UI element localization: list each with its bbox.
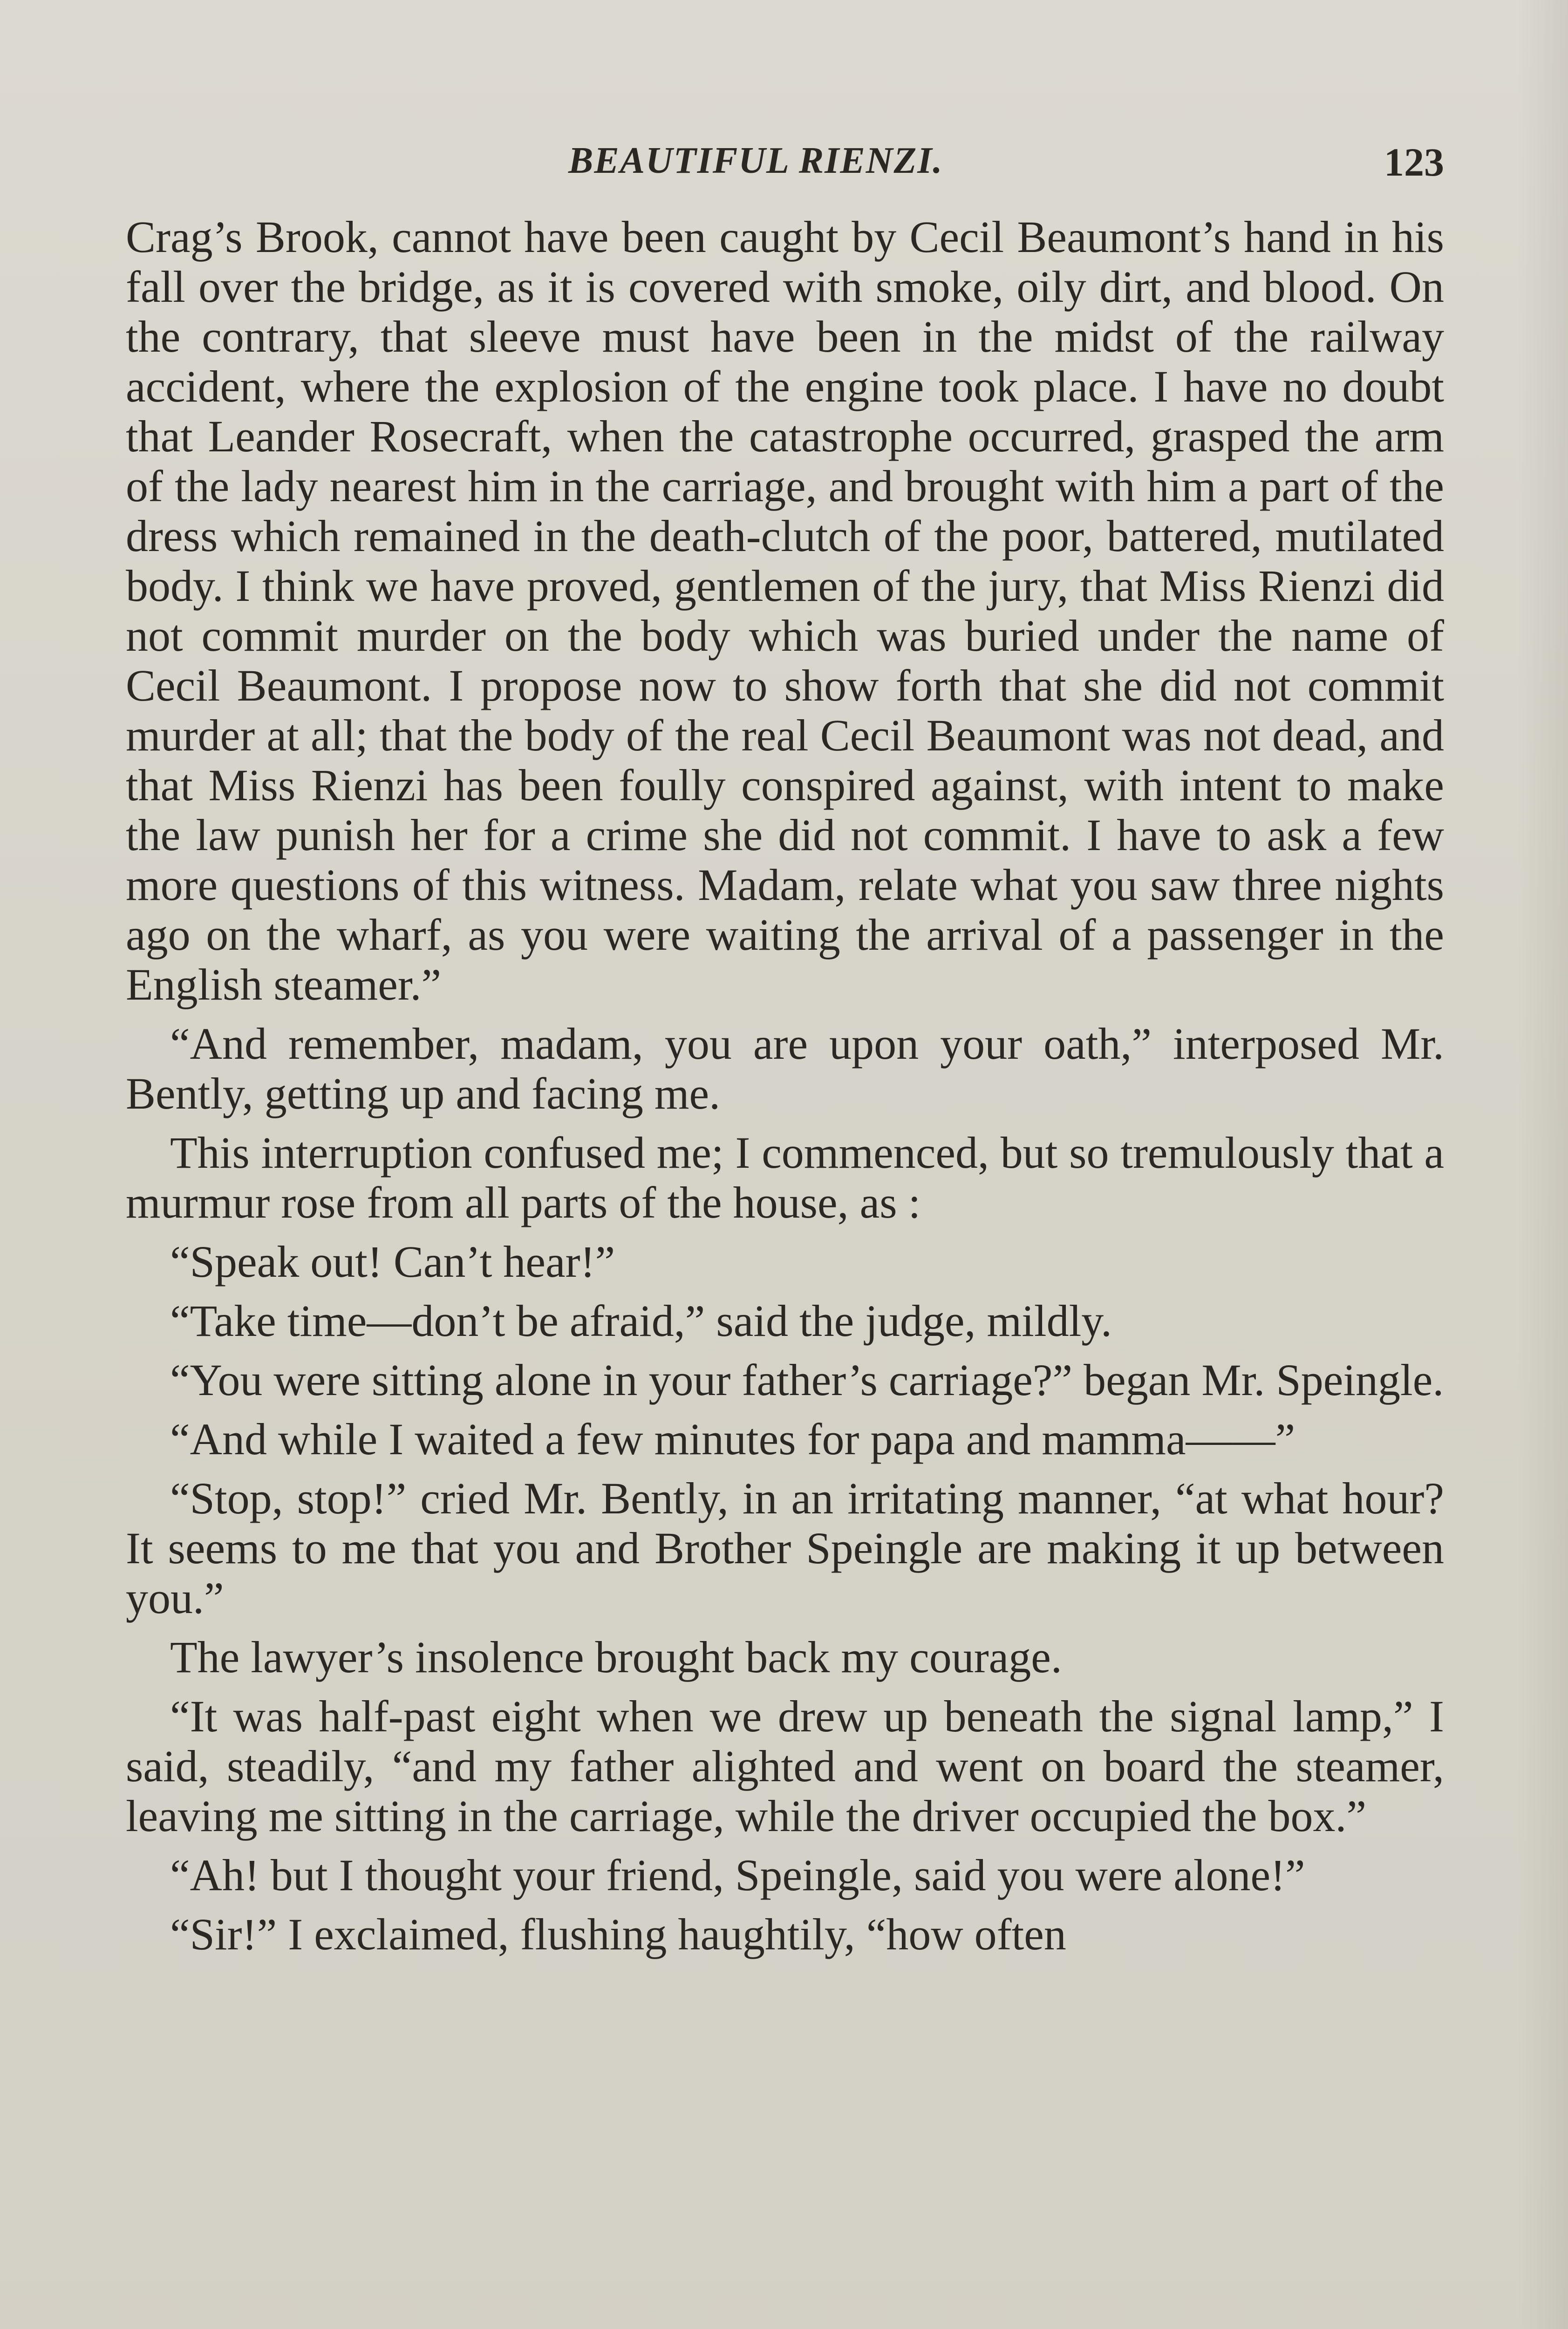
paragraph: “Sir!” I exclaimed, flushing haughtily, “how often	[170, 1909, 1066, 1959]
page-number: 123	[1384, 140, 1444, 184]
paragraph: “It was half-past eight when we drew up beneath the signal lamp,” I said, steadily, “and my father alighted and went on board the steamer, leaving me sitting in the carriage, while the driver occupied the box.”	[126, 1691, 1444, 1841]
paragraph: “And while I waited a few minutes for papa and mamma——”	[170, 1414, 1295, 1464]
body-text	[126, 212, 1444, 1968]
paragraph: Crag’s Brook, cannot have been caught by Cecil Beaumont’s hand in his fall over the bridge, as it is covered with smoke, oily dirt, and blood. On the contrary, that sleeve must have been in the midst of the railway accident, where the explosion of the engine took place. I have no doubt that Leander Rosecraft, when the catastrophe occurred, grasped the arm of the lady nearest him in the carriage, and brought with him a part of the dress which remained in the death-clutch of the poor, battered, mutilated body. I think we have proved, gentlemen of the jury, that Miss Rienzi did not commit murder on the body which was buried under the name of Cecil Beaumont. I propose now to show forth that she did not commit murder at all; that the body of the real Cecil Beaumont was not dead, and that Miss Rienzi has been foully conspired against, with intent to make the law punish her for a crime she did not commit. I have to ask a few more questions of this witness. Madam, relate what you saw three nights ago on the wharf, as you were waiting the arrival of a passenger in the English steamer.”	[126, 212, 1444, 1009]
paragraph: This interruption confused me; I commenced, but so tremulously that a murmur rose from all parts of the house, as :	[126, 1128, 1444, 1227]
paragraph: “You were sitting alone in your father’s carriage?” began Mr. Speingle.	[170, 1355, 1444, 1405]
paragraph: “Speak out! Can’t hear!”	[170, 1237, 615, 1287]
page-header	[126, 130, 1444, 196]
running-title: BEAUTIFUL RIENZI.	[568, 140, 943, 181]
paragraph: “Ah! but I thought your friend, Speingle, said you were alone!”	[170, 1850, 1305, 1900]
paragraph: “Stop, stop!” cried Mr. Bently, in an irritating manner, “at what hour? It seems to me that you and Brother Speingle are making it up between you.”	[126, 1473, 1444, 1623]
paragraph: The lawyer’s insolence brought back my courage.	[170, 1632, 1062, 1682]
paragraph: “And remember, madam, you are upon your oath,” interposed Mr. Bently, getting up and facing me.	[126, 1019, 1444, 1118]
page-edge-shadow	[1517, 0, 1568, 2329]
paragraph: “Take time—don’t be afraid,” said the judge, mildly.	[170, 1296, 1112, 1346]
